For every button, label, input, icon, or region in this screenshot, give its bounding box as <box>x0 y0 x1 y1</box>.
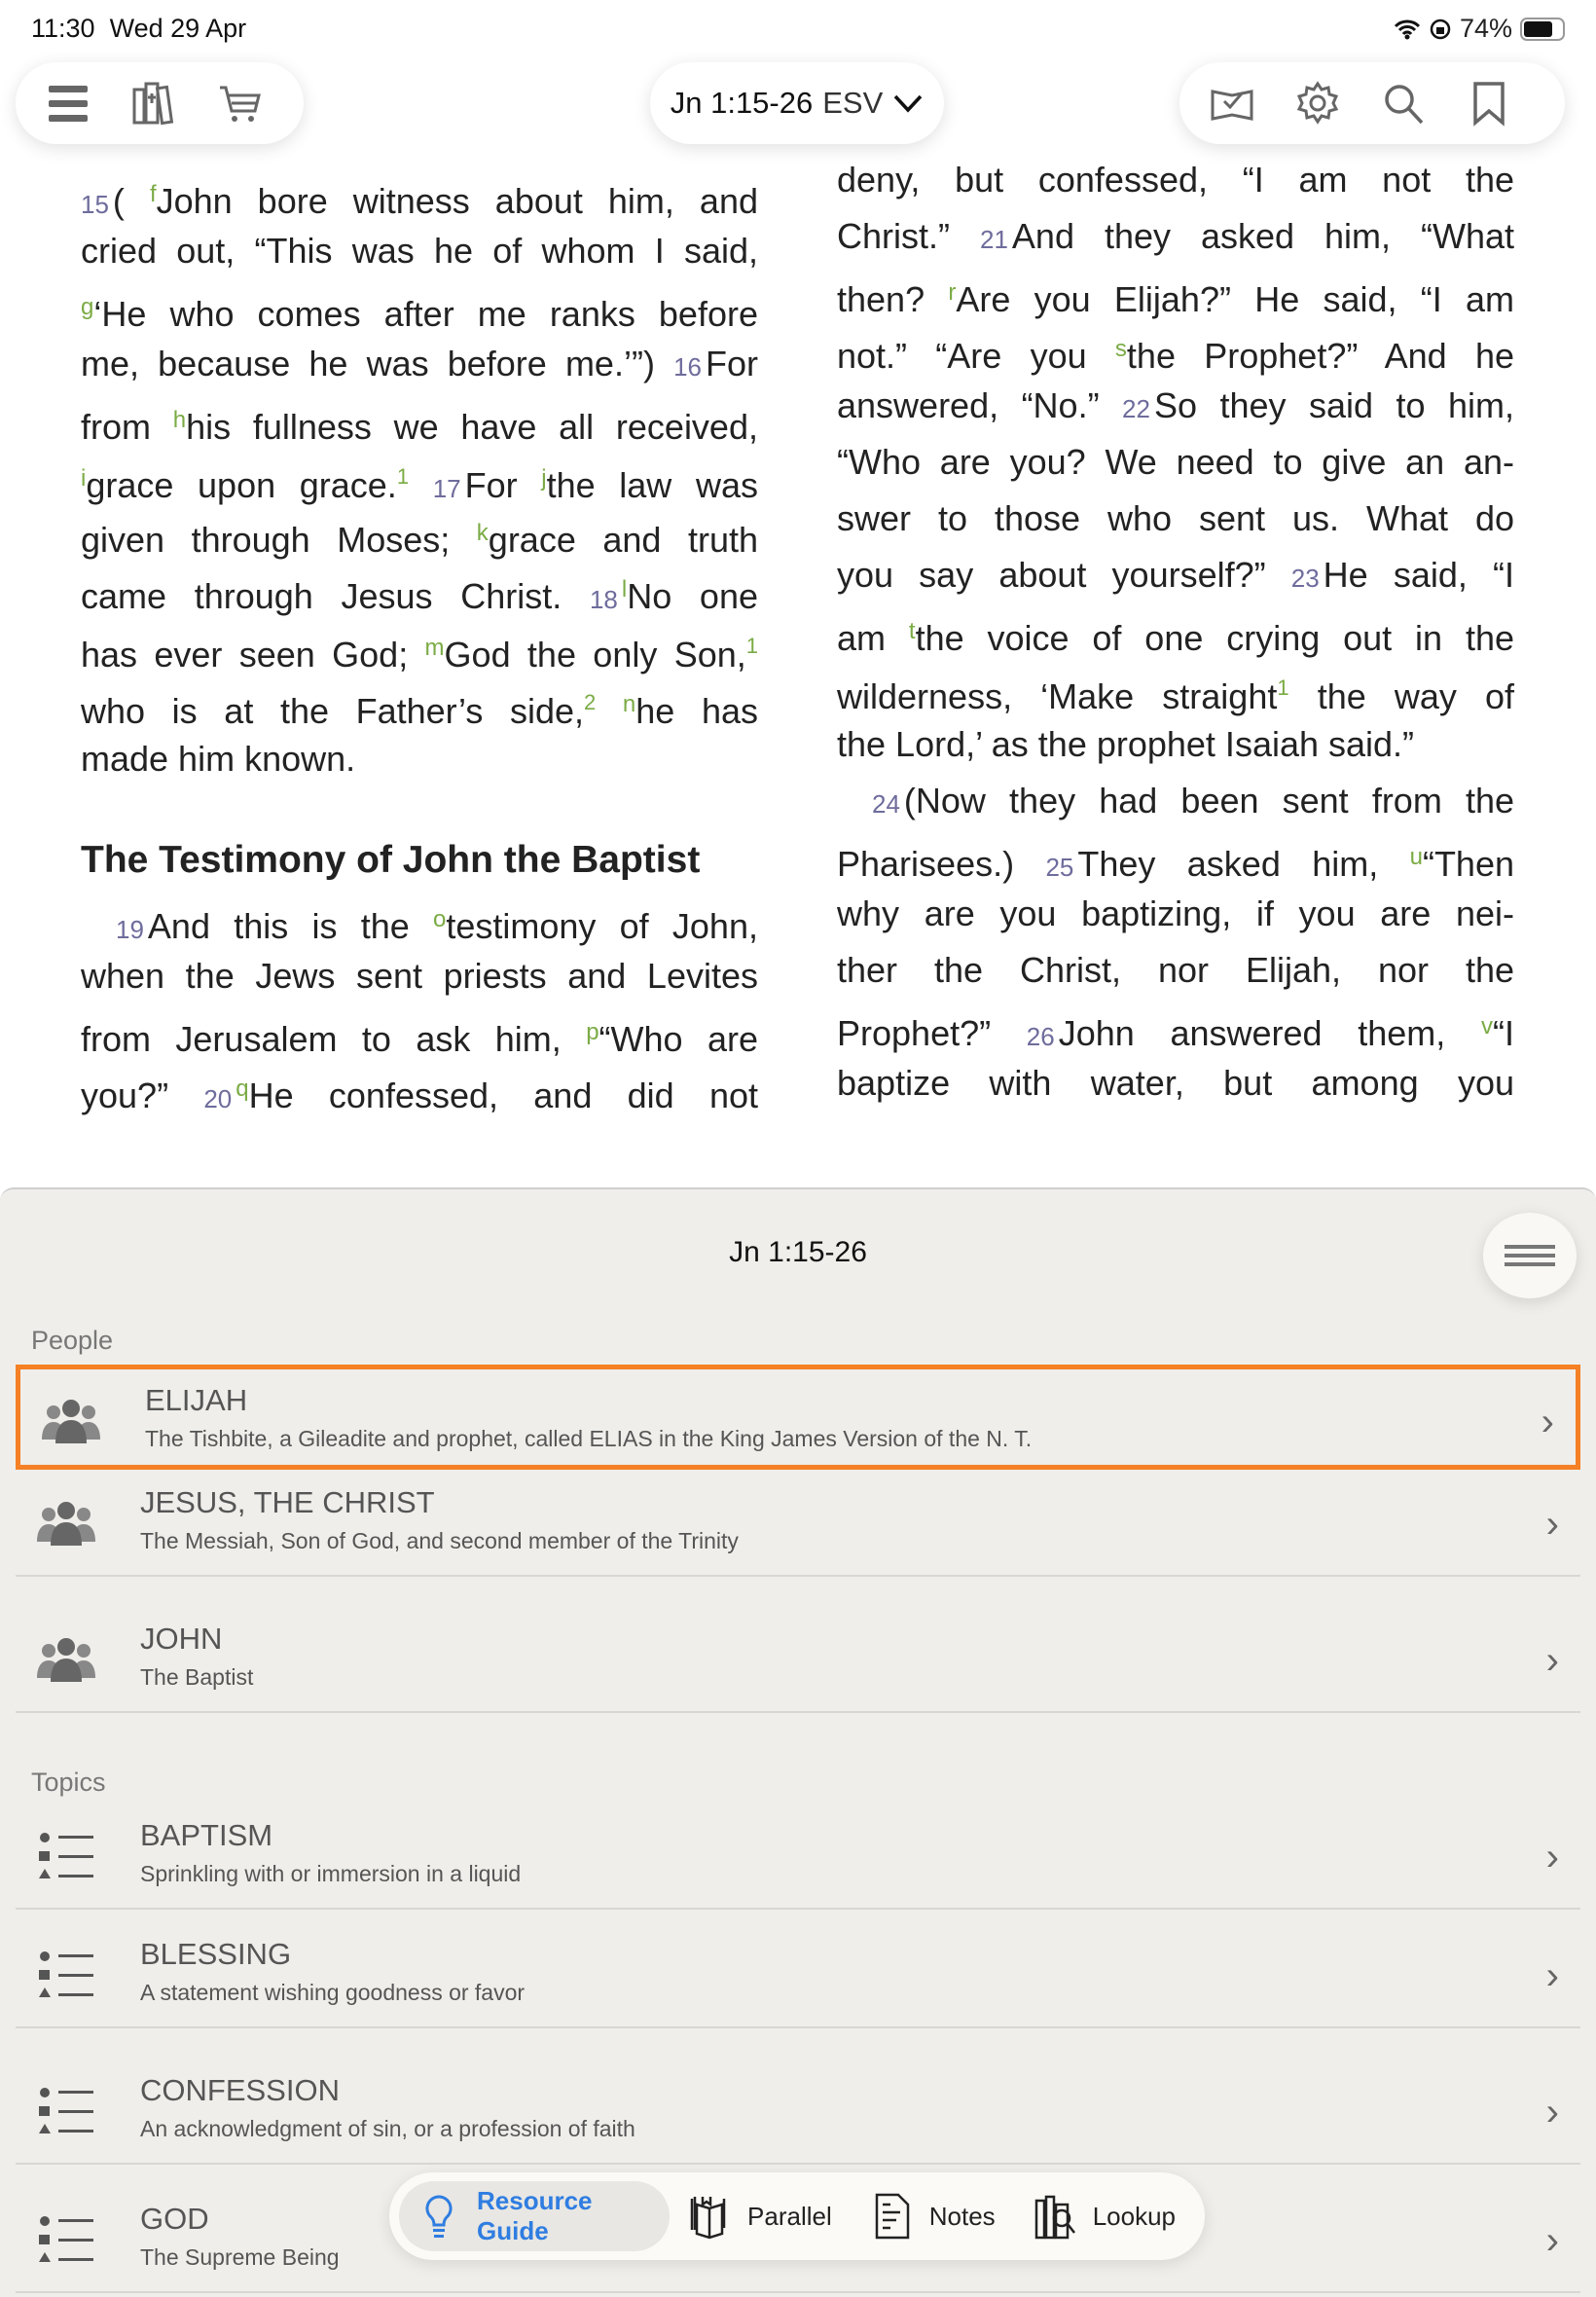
verse-text: from <box>81 407 173 447</box>
chevron-right-icon: › <box>1545 1639 1559 1682</box>
verse-line <box>837 999 1514 1055</box>
verse-number[interactable]: 26 <box>1026 1022 1055 1051</box>
verse-number[interactable]: 22 <box>1122 394 1150 423</box>
bookmark-icon <box>1466 80 1512 127</box>
library-icon <box>130 80 177 127</box>
battery-icon <box>1520 18 1565 41</box>
reading-plan-button[interactable] <box>1189 62 1275 144</box>
verse-text: cried out, “This was he of whom I said, <box>81 231 758 271</box>
people-section-label: People <box>31 1326 114 1355</box>
verse-text: He confessed, and did not <box>248 1076 758 1115</box>
verse-text <box>409 465 433 505</box>
verse-text: given through Moses; <box>81 520 477 560</box>
chevron-right-icon: › <box>1545 2091 1559 2133</box>
verse-number[interactable]: 15 <box>81 190 109 219</box>
reference-picker[interactable] <box>650 62 944 144</box>
bible-text-left-column <box>81 166 758 1117</box>
cross-reference-marker[interactable]: v <box>1481 1013 1493 1039</box>
hamburger-icon <box>45 80 91 127</box>
verse-number[interactable]: 19 <box>116 915 144 944</box>
verse-number[interactable]: 21 <box>979 225 1008 254</box>
topic-list-icon <box>35 2087 97 2137</box>
row-subtitle: The Baptist <box>140 1664 254 1690</box>
cross-reference-marker[interactable]: r <box>948 279 957 306</box>
verse-text: the Prophet?” And he <box>1126 336 1515 376</box>
verse-line <box>81 675 758 731</box>
chevron-right-icon: › <box>1545 1954 1559 1997</box>
chevron-right-icon: › <box>1545 1836 1559 1878</box>
cross-reference-marker[interactable]: f <box>149 181 157 207</box>
verse-line <box>837 434 1514 491</box>
notes-icon <box>871 2193 912 2240</box>
verse-line <box>837 886 1514 942</box>
verse-line <box>81 948 758 1004</box>
row-title: GOD <box>140 2202 209 2236</box>
verse-text: Pharisees.) <box>837 844 1046 884</box>
verse-line <box>837 265 1514 321</box>
chevron-down-icon <box>892 91 924 115</box>
panel-title: Jn 1:15-26 <box>729 1236 867 1268</box>
row-subtitle: An acknowledgment of sin, or a profession of faith <box>140 2116 635 2141</box>
verse-text: grace upon grace. <box>86 465 397 505</box>
row-subtitle: The Tishbite, a Gileadite and prophet, called ELIAS in the King James Version of the N. T. <box>145 1426 1033 1451</box>
verse-text: “I <box>1493 1013 1514 1053</box>
reference-text: Jn 1:15-26 <box>670 86 814 120</box>
verse-line <box>837 208 1514 265</box>
verse-text: answered, “No.” <box>837 385 1123 425</box>
verse-text: He said, “I <box>1323 555 1514 595</box>
verse-line <box>837 547 1514 603</box>
topics-section-label: Topics <box>31 1768 106 1797</box>
row-title: BAPTISM <box>140 1818 273 1852</box>
verse-text: John bore witness about him, and <box>156 181 758 221</box>
row-title: BLESSING <box>140 1937 292 1971</box>
parallel-books-icon <box>689 2193 730 2240</box>
topic-list-icon <box>35 1951 97 2001</box>
cross-reference-marker[interactable]: s <box>1114 336 1127 362</box>
verse-text: “Who are you? We need to give an an- <box>837 442 1514 482</box>
verse-line <box>837 716 1514 773</box>
status-time: 11:30 <box>31 14 95 43</box>
verse-text: made him known. <box>81 739 356 779</box>
tab-label: Parallel <box>747 2201 832 2231</box>
verse-line <box>81 1004 758 1061</box>
person-row[interactable] <box>16 1472 1580 1577</box>
cross-reference-marker[interactable]: h <box>172 407 187 433</box>
row-title: ELIJAH <box>145 1383 248 1417</box>
verse-text: Are you Elijah?” He said, “I am <box>956 279 1515 319</box>
row-title: JOHN <box>140 1622 223 1656</box>
verse-text: the Lord,’ as the prophet Isaiah said.” <box>837 724 1415 764</box>
resource-guide-panel <box>0 1187 1596 2297</box>
verse-text: testimony of John, <box>446 906 758 946</box>
row-subtitle: A statement wishing goodness or favor <box>140 1980 526 2005</box>
person-row[interactable] <box>16 1608 1580 1713</box>
tab-lookup[interactable] <box>1015 2181 1195 2251</box>
verse-text: For <box>464 465 542 505</box>
verse-text: me, because he was before me.’”) <box>81 344 674 383</box>
topic-row[interactable] <box>16 1805 1580 1910</box>
verse-text: God the only Son, <box>444 635 746 675</box>
cart-icon <box>216 80 263 127</box>
wifi-icon <box>1394 18 1421 40</box>
chevron-right-icon: › <box>1545 2219 1559 2262</box>
orientation-lock-icon <box>1429 18 1452 41</box>
verse-text: his fullness we have all received, <box>186 407 758 447</box>
topic-list-icon <box>35 1832 97 1882</box>
verse-text: when the Jews sent priests and Levites <box>81 956 758 996</box>
topic-row[interactable] <box>16 1923 1580 2028</box>
verse-text: has ever seen God; <box>81 635 425 675</box>
version-text: ESV <box>822 86 884 120</box>
right-toolbar <box>1179 62 1565 144</box>
verse-text: the way of <box>1288 676 1514 716</box>
cross-reference-marker[interactable]: u <box>1409 844 1423 870</box>
cross-reference-marker[interactable]: o <box>433 906 447 932</box>
tab-parallel[interactable] <box>670 2181 852 2251</box>
verse-text: wilderness, ‘Make straight <box>837 676 1278 716</box>
verse-text <box>596 691 623 731</box>
section-heading: The Testimony of John the Baptist <box>81 839 701 881</box>
verse-line <box>81 562 758 618</box>
verse-text: And they asked him, “What <box>1011 216 1514 256</box>
tab-label: Lookup <box>1092 2201 1176 2231</box>
verse-text: Christ.” <box>837 216 980 256</box>
verse-text: ther the Christ, nor Elijah, nor the <box>837 950 1514 990</box>
verse-text: came through Jesus Christ. <box>81 576 590 616</box>
verse-text: deny, but confessed, “I am not the <box>837 160 1514 200</box>
library-button[interactable] <box>111 62 197 144</box>
verse-text: not.” “Are you <box>837 336 1115 376</box>
cross-reference-marker[interactable]: n <box>622 691 636 717</box>
verse-text: baptize with water, but among you <box>837 1063 1514 1103</box>
verse-line <box>837 491 1514 547</box>
hamburger-icon <box>1505 1245 1555 1266</box>
chevron-right-icon: › <box>1541 1401 1554 1443</box>
cross-reference-marker[interactable]: q <box>236 1076 249 1102</box>
cross-reference-marker[interactable]: i <box>81 465 87 492</box>
verse-text: who is at the Father’s side, <box>81 691 585 731</box>
verse-number[interactable]: 25 <box>1045 853 1074 882</box>
cross-reference-marker[interactable]: j <box>541 465 547 492</box>
verse-line <box>81 1061 758 1117</box>
verse-line <box>81 279 758 336</box>
verse-number[interactable]: 24 <box>872 789 900 819</box>
verse-number[interactable]: 16 <box>673 352 702 382</box>
verse-line <box>837 942 1514 999</box>
verse-text: For <box>706 344 758 383</box>
verse-line <box>81 166 758 223</box>
verse-line <box>81 892 758 948</box>
verse-number[interactable]: 17 <box>432 474 461 503</box>
verse-line <box>81 392 758 449</box>
verse-line <box>837 603 1514 660</box>
bottom-tab-bar <box>389 2172 1205 2260</box>
cross-reference-marker[interactable]: k <box>476 520 489 546</box>
verse-line <box>81 336 758 392</box>
verse-line <box>81 731 758 787</box>
verse-line <box>837 378 1514 434</box>
settings-button[interactable] <box>1275 62 1360 144</box>
verse-number[interactable]: 23 <box>1290 564 1320 593</box>
verse-text: And this is the <box>147 906 433 946</box>
verse-number[interactable]: 20 <box>203 1084 233 1113</box>
verse-text: They asked him, <box>1077 844 1410 884</box>
cross-reference-marker[interactable]: g <box>81 294 94 320</box>
store-button[interactable] <box>197 62 282 144</box>
verse-text: John answered them, <box>1058 1013 1481 1053</box>
tab-notes[interactable] <box>852 2181 1015 2251</box>
reading-plan-icon <box>1209 80 1255 127</box>
people-icon <box>35 1635 97 1686</box>
status-date: Wed 29 Apr <box>109 14 247 43</box>
verse-text: he has <box>635 691 758 731</box>
topic-row[interactable] <box>16 2060 1580 2165</box>
row-subtitle: Sprinkling with or immersion in a liquid <box>140 1861 522 1886</box>
left-toolbar <box>16 62 304 144</box>
row-title: CONFESSION <box>140 2073 340 2107</box>
tab-label: Notes <box>928 2201 996 2231</box>
battery-percent: 74% <box>1459 14 1512 43</box>
panel-menu-button[interactable] <box>1483 1213 1577 1298</box>
topic-list-icon <box>35 2215 97 2266</box>
cross-reference-marker[interactable]: m <box>424 635 445 661</box>
lookup-icon <box>1034 2193 1075 2240</box>
tab-resource-guide[interactable] <box>399 2181 670 2251</box>
search-icon <box>1380 80 1427 127</box>
verse-line <box>81 505 758 562</box>
verse-text: swer to those who sent us. What do <box>837 498 1514 538</box>
verse-text: from Jerusalem to ask him, <box>81 1019 587 1059</box>
verse-line <box>837 321 1514 378</box>
verse-text: “Then <box>1422 844 1514 884</box>
verse-text: the voice of one crying out in the <box>915 618 1514 658</box>
people-icon <box>35 1499 97 1550</box>
tab-label: Resource Guide <box>477 2186 593 2245</box>
verse-line <box>81 618 758 675</box>
verse-text: you say about yourself?” <box>837 555 1291 595</box>
chevron-right-icon: › <box>1545 1503 1559 1546</box>
verse-line <box>81 223 758 279</box>
row-title: JESUS, THE CHRIST <box>140 1485 435 1519</box>
people-icon <box>40 1397 102 1447</box>
search-button[interactable] <box>1360 62 1446 144</box>
verse-line <box>837 1055 1514 1112</box>
row-subtitle: The Supreme Being <box>140 2244 340 2270</box>
menu-button[interactable] <box>25 62 111 144</box>
verse-text: No one <box>627 576 758 616</box>
verse-number[interactable]: 18 <box>589 585 618 614</box>
cross-reference-marker[interactable]: l <box>621 576 628 602</box>
verse-line <box>837 773 1514 829</box>
cross-reference-marker[interactable]: t <box>908 618 916 644</box>
verse-text: why are you baptizing, if you are nei- <box>837 893 1514 933</box>
verse-text: ( <box>112 181 150 221</box>
verse-text: you?” <box>81 1076 204 1115</box>
verse-text: “Who are <box>598 1019 759 1059</box>
lightbulb-icon <box>418 2193 459 2240</box>
person-row[interactable] <box>16 1365 1580 1470</box>
footnote-marker[interactable]: 1 <box>396 464 410 489</box>
verse-text: am <box>837 618 909 658</box>
bookmark-button[interactable] <box>1446 62 1532 144</box>
verse-text: the law was <box>546 465 758 505</box>
cross-reference-marker[interactable]: p <box>586 1019 599 1045</box>
verse-text: ‘He who comes after me ranks before <box>93 294 758 334</box>
verse-text: then? <box>837 279 949 319</box>
verse-text: grace and truth <box>488 520 759 560</box>
verse-text: (Now they had been sent from the <box>903 781 1514 820</box>
gear-icon <box>1294 80 1341 127</box>
verse-text: Prophet?” <box>837 1013 1027 1053</box>
verse-line <box>81 449 758 505</box>
footnote-marker[interactable]: 2 <box>584 690 597 714</box>
bible-text-right-column <box>837 152 1514 1112</box>
verse-text: So they said to him, <box>1153 385 1514 425</box>
verse-line <box>837 660 1514 716</box>
footnote-marker[interactable]: 1 <box>745 634 758 658</box>
row-subtitle: The Messiah, Son of God, and second member of the Trinity <box>140 1528 739 1553</box>
verse-line <box>837 152 1514 208</box>
verse-line <box>837 829 1514 886</box>
footnote-marker[interactable]: 1 <box>1277 675 1289 700</box>
